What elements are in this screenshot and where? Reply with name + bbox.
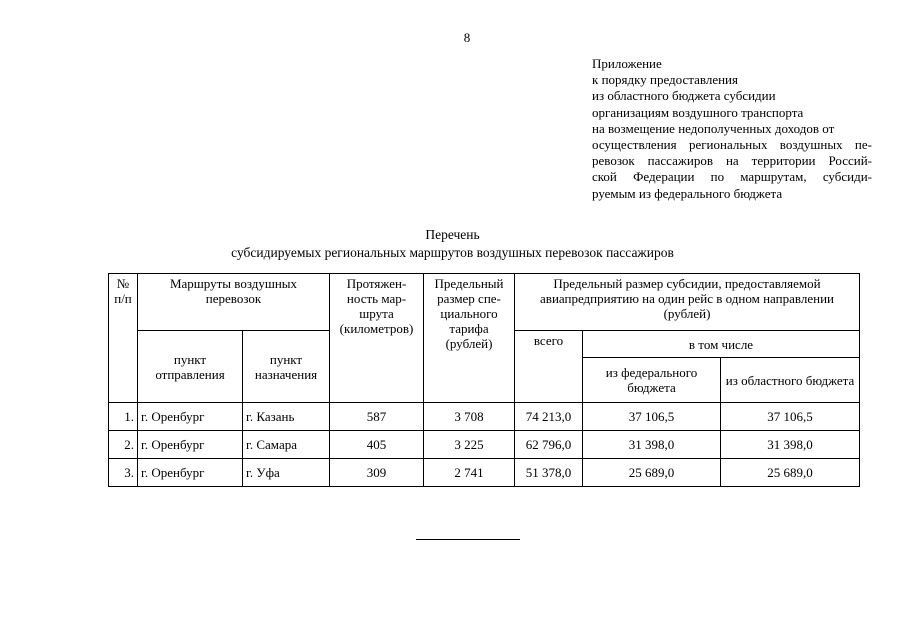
footer-divider: [416, 539, 520, 540]
header-including: в том числе: [583, 331, 860, 358]
page-number: 8: [463, 30, 471, 45]
cell-to: г. Уфа: [243, 459, 330, 487]
cell-federal: 31 398,0: [583, 431, 721, 459]
cell-to: г. Казань: [243, 403, 330, 431]
appendix-line: руемым из федерального бюджета: [592, 185, 783, 201]
cell-total: 62 796,0: [515, 431, 583, 459]
cell-length: 587: [330, 403, 424, 431]
appendix-line: из областного бюджета субсидии: [592, 88, 776, 104]
cell-length: 405: [330, 431, 424, 459]
document-title: [190, 226, 715, 262]
cell-num: 3.: [109, 459, 138, 487]
appendix-line: на возмещение недополученных доходов от: [592, 120, 835, 136]
header-total: всего: [515, 331, 583, 403]
table-row: [109, 459, 860, 487]
header-destination: пункт назначения: [243, 331, 330, 403]
cell-federal: 25 689,0: [583, 459, 721, 487]
table-row: [109, 431, 860, 459]
cell-federal: 37 106,5: [583, 403, 721, 431]
appendix-line: к порядку предоставления: [592, 72, 738, 88]
routes-table: [108, 273, 860, 487]
cell-total: 51 378,0: [515, 459, 583, 487]
header-subsidy: Предельный размер субсидии, предоставляемой авиапредприятию на один рейс в одном направлении (рублей): [515, 274, 860, 331]
cell-tariff: 3 708: [424, 403, 515, 431]
appendix-line: ревозок пассажиров на территории Россий-: [592, 153, 872, 169]
title-line-2: субсидируемых региональных маршрутов воздушных перевозок пассажиров: [231, 245, 674, 260]
appendix-block: [592, 56, 872, 202]
cell-num: 1.: [109, 403, 138, 431]
cell-from: г. Оренбург: [138, 403, 243, 431]
cell-total: 74 213,0: [515, 403, 583, 431]
cell-regional: 37 106,5: [721, 403, 860, 431]
title-line-1: Перечень: [425, 227, 480, 242]
header-routes: Маршруты воздушных перевозок: [138, 274, 330, 331]
cell-regional: 25 689,0: [721, 459, 860, 487]
appendix-line: Приложение: [592, 56, 662, 71]
cell-tariff: 3 225: [424, 431, 515, 459]
appendix-line: осуществления региональных воздушных пе-: [592, 137, 872, 153]
cell-from: г. Оренбург: [138, 431, 243, 459]
header-num: № п/п: [109, 274, 138, 403]
cell-length: 309: [330, 459, 424, 487]
appendix-line: организациям воздушного транспорта: [592, 104, 804, 120]
cell-tariff: 2 741: [424, 459, 515, 487]
header-regional: из областного бюджета: [721, 358, 860, 403]
header-length: Протяжен-ность мар-шрута (километров): [330, 274, 424, 403]
cell-to: г. Самара: [243, 431, 330, 459]
cell-from: г. Оренбург: [138, 459, 243, 487]
header-tariff: Предельный размер спе-циального тарифа (рублей): [424, 274, 515, 403]
cell-regional: 31 398,0: [721, 431, 860, 459]
cell-num: 2.: [109, 431, 138, 459]
header-federal: из федерального бюджета: [583, 358, 721, 403]
header-departure: пункт отправления: [138, 331, 243, 403]
appendix-line: ской Федерации по маршрутам, субсиди-: [592, 169, 872, 185]
table-row: [109, 403, 860, 431]
